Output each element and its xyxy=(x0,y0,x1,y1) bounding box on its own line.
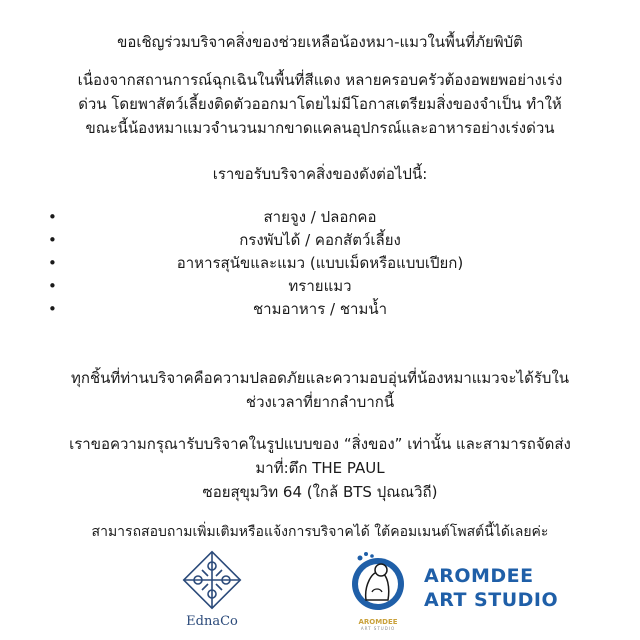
ednaco-emblem-icon xyxy=(180,548,244,612)
delivery-address: ซอยสุขุมวิท 64 (ใกล้ BTS ปุณณวิถี) xyxy=(202,483,438,501)
gratitude-line: ช่วงเวลาที่ยากลำบากนี้ xyxy=(245,393,395,411)
bullet-icon: • xyxy=(48,254,57,272)
aromdee-wordmark-line1: AROMDEE xyxy=(424,565,534,587)
bullet-icon: • xyxy=(48,208,57,226)
gratitude-paragraph xyxy=(40,366,600,414)
delivery-line: เราขอความกรุณารับบริจาคในรูปแบบของ “สิ่งของ” เท่านั้น และสามารถจัดส่ง xyxy=(69,435,571,453)
aromdee-emblem xyxy=(340,548,416,638)
list-item xyxy=(40,275,600,298)
page-title: ขอเชิญร่วมบริจาคสิ่งของช่วยเหลือน้องหมา-แมวในพื้นที่ภัยพิบัติ xyxy=(117,33,523,51)
aromdee-wordmark-line2: ART STUDIO xyxy=(424,589,559,611)
gratitude-line: ทุกชิ้นที่ท่านบริจาคคือความปลอดภัยและความอบอุ่นที่น้องหมาแมวจะได้รับใน xyxy=(70,369,570,387)
contact-line: สามารถสอบถามเพิ่มเติมหรือแจ้งการบริจาคได้ ใต้คอมเมนต์โพสต์นี้ได้เลยค่ะ xyxy=(91,524,549,540)
ednaco-logo xyxy=(176,548,248,638)
bullet-icon: • xyxy=(48,231,57,249)
donation-items-list xyxy=(40,206,600,321)
item-label: สายจูง / ปลอกคอ xyxy=(263,208,377,226)
intro-line: เนื่องจากสถานการณ์ฉุกเฉินในพื้นที่สีแดง หลายครอบครัวต้องอพยพอย่างเร่ง xyxy=(77,71,563,89)
ednaco-wordmark: EdnaCo xyxy=(186,614,238,629)
bullet-icon: • xyxy=(48,277,57,295)
intro-line: ขณะนี้น้องหมาแมวจำนวนมากขาดแคลนอุปกรณ์และอาหารอย่างเร่งด่วน xyxy=(85,119,555,137)
intro-line: ด่วน โดยพาสัตว์เลี้ยงติดตัวออกมาโดยไม่มีโอกาสเตรียมสิ่งของจำเป็น ทำให้ xyxy=(78,95,562,113)
intro-paragraph xyxy=(40,68,600,140)
list-item xyxy=(40,206,600,229)
aromdee-wordmark xyxy=(424,564,558,612)
bullet-icon: • xyxy=(48,300,57,318)
delivery-address: มาที่:ตึก THE PAUL xyxy=(255,459,385,477)
delivery-paragraph xyxy=(40,432,600,504)
item-label: กรงพับได้ / คอกสัตว์เลี้ยง xyxy=(239,231,401,249)
item-label: ทรายแมว xyxy=(288,277,352,295)
item-label: อาหารสุนัขและแมว (แบบเม็ดหรือแบบเปียก) xyxy=(176,254,464,272)
item-label: ชามอาหาร / ชามน้ำ xyxy=(252,300,388,318)
aromdee-emblem-subtext: ART STUDIO xyxy=(360,626,396,631)
person-with-pet-icon xyxy=(344,548,412,618)
aromdee-emblem-text: AROMDEE xyxy=(358,618,398,626)
aromdee-logo xyxy=(340,548,600,638)
request-heading: เราขอรับบริจาคสิ่งของดังต่อไปนี้: xyxy=(212,165,428,183)
list-item xyxy=(40,252,600,275)
list-item xyxy=(40,298,600,321)
list-item xyxy=(40,229,600,252)
